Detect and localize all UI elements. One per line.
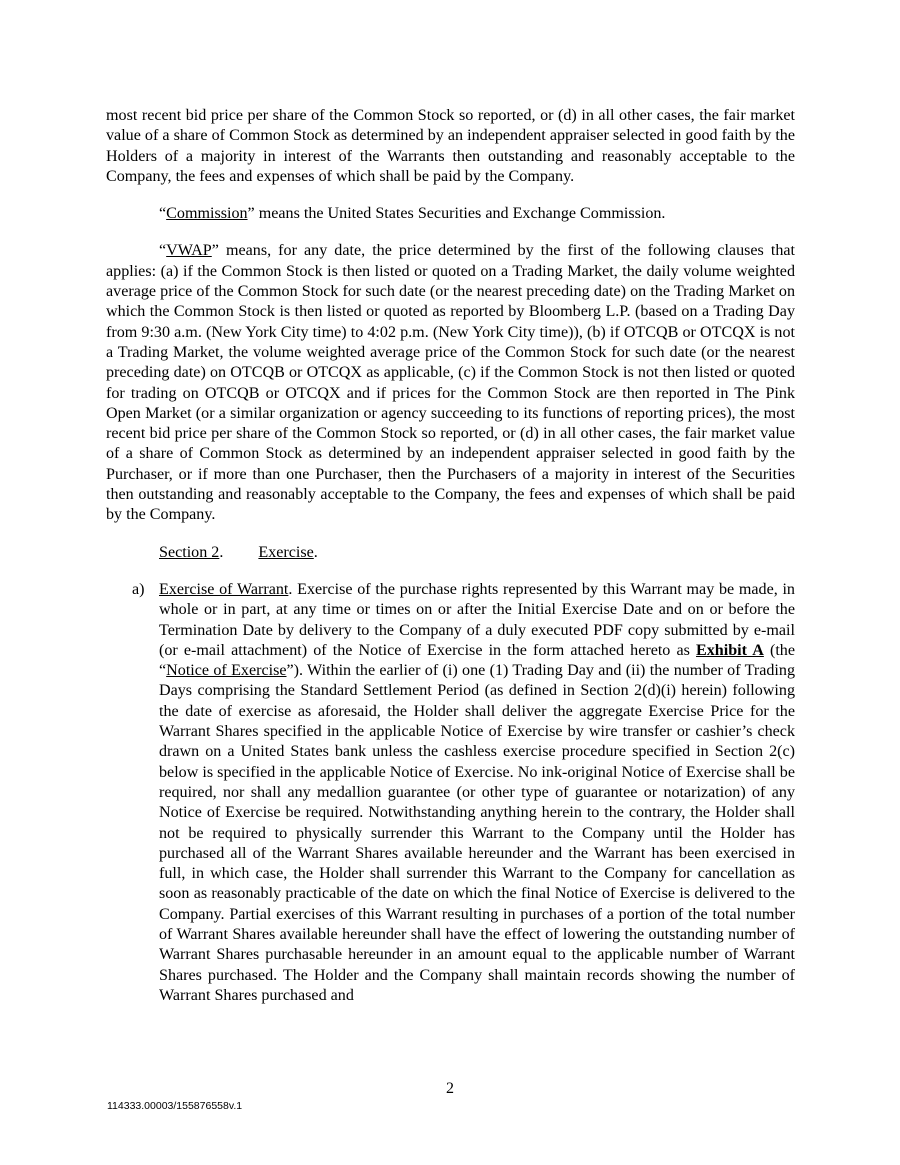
section-title: Exercise [258,543,314,561]
exercise-of-warrant-text [159,580,795,1006]
document-body [106,106,795,1006]
defined-term-notice-of-exercise: Notice of Exercise [166,662,287,680]
vwap-definition-text: ” means, for any date, the price determined by the first of the following clauses that applies: (a) if the Common Stock is then listed or quoted on a Trading Market, the daily volume weighted average price of the Common Stock for such date (or the nearest preceding date) on the Trading Market on which the Common Stock is then listed or quoted as reported by Bloomberg L.P. (based on a Trading Day from 9:30 a.m. (New York City time) to 4:02 p.m. (New York City time)), (b) if OTCQB or OTCQX is not a Trading Market, the volume weighted average price of the Common Stock for such date (or the nearest preceding date) on OTCQB or OTCQX as applicable, (c) if the Common Stock is not then listed or quoted for trading on OTCQB or OTCQX and if prices for the Common Stock are then reported in The Pink Open Market (or a similar organization or agency succeeding to its functions of reporting prices), the most recent bid price per share of the Common Stock so reported, or (d) in all other cases, the fair market value of a share of Common Stock as determined by an independent appraiser selected in good faith by the Purchaser, or if more than one Purchaser, then the Purchasers of a majority in interest of the Securities then outstanding and reasonably acceptable to the Company, the fees and expenses of which shall be paid by the Company. [106,242,795,524]
commission-definition-text: ” means the United States Securities and Exchange Commission. [247,205,666,223]
text-part-1: . Exercise of the purchase rights represented by this Warrant may be made, in whole or in part, at any time or times on or after the Initial Exercise Date and on or before the Termination Date by delivery to the Company of a duly executed PDF copy submitted by e-mail (or e-mail attachment) of the Notice of Exercise in the form attached hereto as [159,580,795,659]
section-heading [106,543,795,563]
open-quote: “ [159,205,167,223]
text-part-2: (the “ [159,641,796,680]
list-item-exercise-of-warrant [106,580,795,1006]
list-marker: a) [132,580,145,598]
section-title-wrapper [258,543,317,563]
section-label-period: . [219,543,224,561]
exhibit-reference: Exhibit A [696,641,764,659]
paragraph-fair-market-value: most recent bid price per share of the Common Stock so reported, or (d) in all other cases, the fair market value of a share of Common Stock as determined by an independent appraiser selected in good faith by the Holders of a majority in interest of the Warrants then outstanding and reasonably acceptable to the Company, the fees and expenses of which shall be paid by the Company. [106,107,795,185]
text-part-3: ”). Within the earlier of (i) one (1) Trading Day and (ii) the number of Trading Days comprising the Standard Settlement Period (as defined in Section 2(d)(i) herein) following the date of exercise as aforesaid, the Holder shall deliver the aggregate Exercise Price for the Warrant Shares specified in the applicable Notice of Exercise by wire transfer or cashier’s check drawn on a United States bank unless the cashless exercise procedure specified in Section 2(c) below is specified in the applicable Notice of Exercise. No ink-original Notice of Exercise shall be required, nor shall any medallion guarantee (or other type of guarantee or notarization) of any Notice of Exercise be required. Notwithstanding anything herein to the contrary, the Holder shall not be required to physically surrender this Warrant to the Company until the Holder has purchased all of the Warrant Shares available hereunder and the Warrant has been exercised in full, in which case, the Holder shall surrender this Warrant to the Company for cancellation as soon as reasonably practicable of the date on which the final Notice of Exercise is delivered to the Company. Partial exercises of this Warrant resulting in purchases of a portion of the total number of Warrant Shares available hereunder shall have the effect of lowering the outstanding number of Warrant Shares purchasable hereunder in an amount equal to the applicable number of Warrant Shares purchased. The Holder and the Company shall maintain records showing the number of Warrant Shares purchased and [159,662,795,1004]
document-id-footer: 114333.00003/155876558v.1 [107,1100,243,1112]
section-title-period: . [313,543,318,561]
paragraph-commission-definition [106,204,795,224]
defined-term-vwap: VWAP [166,242,212,260]
section-label: Section 2 [159,543,220,561]
page-number: 2 [446,1080,454,1097]
paragraph-vwap-definition [106,241,795,525]
defined-term-commission: Commission [166,205,248,223]
subsection-heading: Exercise of Warrant [159,580,289,598]
open-quote: “ [159,242,167,260]
